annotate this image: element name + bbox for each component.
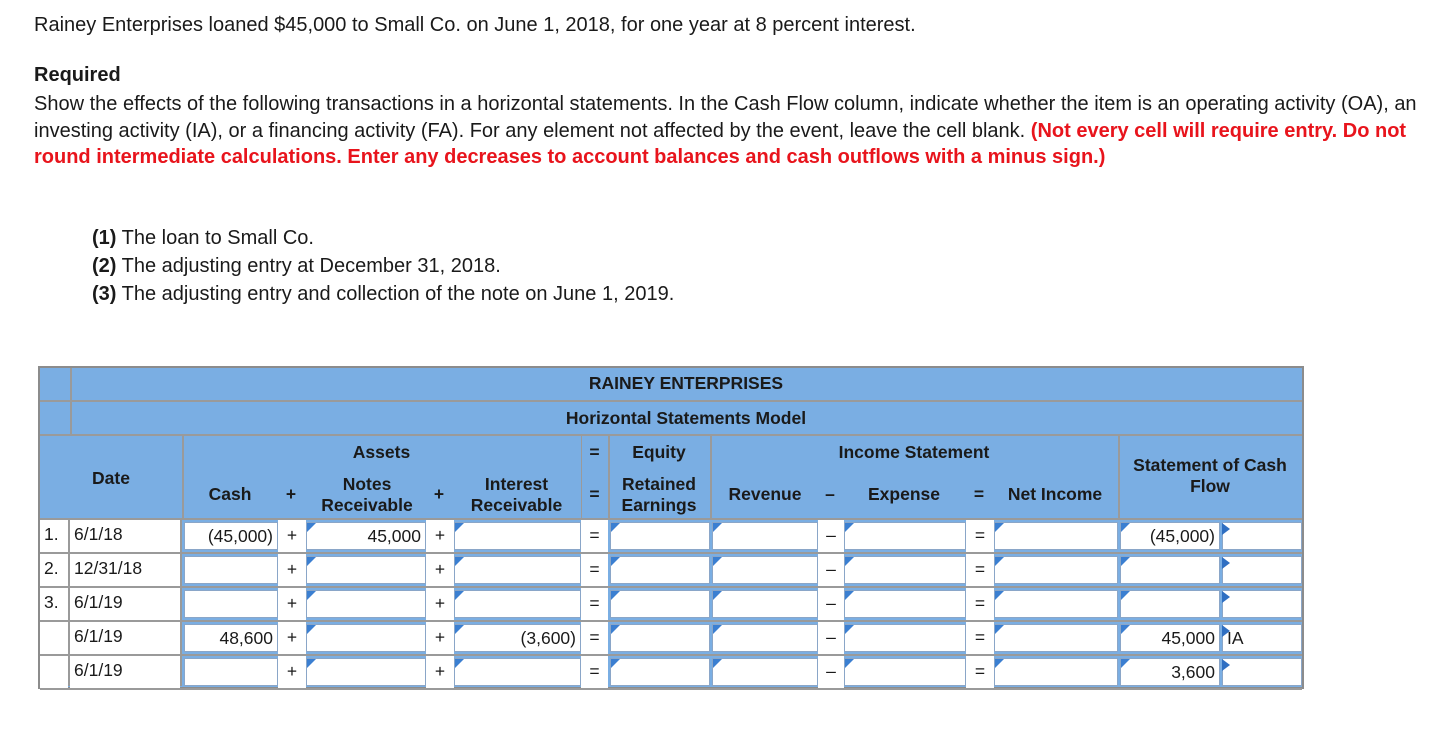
table-gridline <box>68 520 70 686</box>
horizontal-statements-table <box>38 366 1304 689</box>
revenue-input[interactable] <box>712 624 818 652</box>
table-gridline <box>40 552 1302 554</box>
plus-operator: + <box>426 622 454 654</box>
cash-flow-amount-input[interactable]: (45,000) <box>1120 522 1220 550</box>
table-gridline <box>40 654 1302 656</box>
minus-operator: – <box>818 520 844 552</box>
expense-input[interactable] <box>844 658 966 686</box>
group-equity: Equity <box>632 442 686 462</box>
answer-marker-icon <box>1121 591 1130 600</box>
col-revenue: Revenue <box>728 484 802 504</box>
group-equals: = <box>589 442 600 462</box>
table-gridline <box>40 688 1302 690</box>
answer-marker-icon <box>995 523 1004 532</box>
cash-flow-amount-input[interactable]: 3,600 <box>1120 658 1220 686</box>
instructions <box>34 91 1444 171</box>
answer-marker-icon <box>845 591 854 600</box>
row-number: 1. <box>40 520 68 552</box>
answer-marker-icon <box>995 557 1004 566</box>
plus-operator: + <box>426 588 454 620</box>
col-net-income: Net Income <box>1007 484 1103 504</box>
table-gridline <box>710 436 712 518</box>
answer-marker-icon <box>611 625 620 634</box>
table-gridline <box>40 434 1302 436</box>
interest-input[interactable] <box>454 522 581 550</box>
cash-flow-amount-input[interactable] <box>1120 590 1220 618</box>
answer-marker-icon <box>713 591 722 600</box>
cash-flow-amount-input[interactable] <box>1120 556 1220 584</box>
row-date: 6/1/19 <box>70 588 180 620</box>
cash-flow-type-select[interactable] <box>1222 658 1302 686</box>
cash-input[interactable] <box>184 658 278 686</box>
row-date: 12/31/18 <box>70 554 180 586</box>
answer-marker-icon <box>455 659 464 668</box>
dropdown-marker-icon <box>1222 557 1230 569</box>
col-date: Date <box>92 468 130 488</box>
retained-input[interactable] <box>610 658 710 686</box>
table-gridline <box>608 436 610 518</box>
expense-input[interactable] <box>844 624 966 652</box>
retained-input[interactable] <box>610 624 710 652</box>
plus-operator: + <box>278 588 306 620</box>
col-plus: + <box>285 484 297 504</box>
answer-marker-icon <box>307 591 316 600</box>
equals-operator: = <box>966 656 994 688</box>
transaction-item: (3) The adjusting entry and collection of the note on June 1, 2019. <box>92 283 675 305</box>
net-income-input[interactable] <box>994 522 1118 550</box>
table-gridline <box>581 436 582 518</box>
plus-operator: + <box>426 520 454 552</box>
notes-input[interactable] <box>306 658 426 686</box>
revenue-input[interactable] <box>712 658 818 686</box>
cash-input[interactable] <box>184 556 278 584</box>
equals-operator: = <box>581 622 608 654</box>
table-gridline <box>70 368 72 436</box>
col-equals: = <box>973 484 985 504</box>
notes-input[interactable] <box>306 624 426 652</box>
dropdown-marker-icon <box>1222 659 1230 671</box>
transaction-item: (1) The loan to Small Co. <box>92 227 314 249</box>
col-expense: Expense <box>868 484 940 504</box>
equals-operator: = <box>966 554 994 586</box>
table-gridline <box>1118 436 1120 518</box>
equals-operator: = <box>581 554 608 586</box>
answer-marker-icon <box>1121 523 1130 532</box>
retained-input[interactable] <box>610 590 710 618</box>
answer-marker-icon <box>455 523 464 532</box>
answer-marker-icon <box>455 625 464 634</box>
answer-marker-icon <box>713 625 722 634</box>
cash-flow-type-select[interactable] <box>1222 522 1302 550</box>
interest-input[interactable] <box>454 590 581 618</box>
answer-marker-icon <box>611 557 620 566</box>
expense-input[interactable] <box>844 590 966 618</box>
answer-marker-icon <box>1121 625 1130 634</box>
net-income-input[interactable] <box>994 658 1118 686</box>
table-subtitle: Horizontal Statements Model <box>565 408 807 428</box>
transaction-list <box>92 224 674 308</box>
answer-marker-icon <box>307 659 316 668</box>
equals-operator: = <box>966 588 994 620</box>
required-heading: Required <box>34 64 121 86</box>
notes-input[interactable] <box>306 556 426 584</box>
table-gridline <box>40 620 1302 622</box>
problem-intro: Rainey Enterprises loaned $45,000 to Small Co. on June 1, 2018, for one year at 8 percent interest. <box>34 14 916 36</box>
notes-input[interactable] <box>306 590 426 618</box>
minus-operator: – <box>818 554 844 586</box>
instructions-text: Show the effects of the following transactions in a horizontal statements. In the Cash Flow column, indicate whether the item is an operating activity (OA), an investing activity (IA), or a financing activity (FA). For any element not affected by the event, leave the cell blank. <box>34 93 1417 142</box>
group-cash-flow: Statement of Cash Flow <box>1133 455 1287 496</box>
minus-operator: – <box>818 588 844 620</box>
answer-marker-icon <box>995 659 1004 668</box>
answer-marker-icon <box>307 557 316 566</box>
net-income-input[interactable] <box>994 624 1118 652</box>
col-minus: – <box>825 484 835 504</box>
cash-input[interactable]: (45,000) <box>184 522 278 550</box>
answer-marker-icon <box>1121 659 1130 668</box>
answer-marker-icon <box>845 659 854 668</box>
plus-operator: + <box>278 622 306 654</box>
table-gridline <box>182 436 184 518</box>
equals-operator: = <box>581 656 608 688</box>
answer-marker-icon <box>845 523 854 532</box>
revenue-input[interactable] <box>712 590 818 618</box>
col-plus: + <box>433 484 445 504</box>
answer-marker-icon <box>995 625 1004 634</box>
answer-marker-icon <box>1121 557 1130 566</box>
row-date: 6/1/19 <box>70 622 180 654</box>
dropdown-marker-icon <box>1222 523 1230 535</box>
row-number: 3. <box>40 588 68 620</box>
answer-marker-icon <box>455 557 464 566</box>
minus-operator: – <box>818 656 844 688</box>
cash-input[interactable] <box>184 590 278 618</box>
group-income-statement: Income Statement <box>838 442 990 462</box>
answer-marker-icon <box>611 659 620 668</box>
transaction-item: (2) The adjusting entry at December 31, 2018. <box>92 255 501 277</box>
revenue-input[interactable] <box>712 522 818 550</box>
interest-input[interactable]: (3,600) <box>454 624 581 652</box>
plus-operator: + <box>278 520 306 552</box>
equals-operator: = <box>966 622 994 654</box>
group-assets: Assets <box>352 442 411 462</box>
row-number: 2. <box>40 554 68 586</box>
dropdown-marker-icon <box>1222 591 1230 603</box>
plus-operator: + <box>278 656 306 688</box>
minus-operator: – <box>818 622 844 654</box>
plus-operator: + <box>426 554 454 586</box>
row-number <box>40 622 68 654</box>
cash-input[interactable]: 48,600 <box>184 624 278 652</box>
retained-input[interactable] <box>610 522 710 550</box>
col-interest-receivable: Interest Receivable <box>470 474 563 515</box>
equals-operator: = <box>581 588 608 620</box>
answer-marker-icon <box>611 523 620 532</box>
cash-flow-amount-input[interactable]: 45,000 <box>1120 624 1220 652</box>
interest-input[interactable] <box>454 556 581 584</box>
table-gridline <box>40 400 1302 402</box>
answer-marker-icon <box>307 523 316 532</box>
interest-input[interactable] <box>454 658 581 686</box>
col-equals: = <box>589 484 600 504</box>
revenue-input[interactable] <box>712 556 818 584</box>
answer-marker-icon <box>455 591 464 600</box>
equals-operator: = <box>966 520 994 552</box>
row-number <box>40 656 68 688</box>
row-date: 6/1/18 <box>70 520 180 552</box>
answer-marker-icon <box>307 625 316 634</box>
col-cash: Cash <box>208 484 252 504</box>
retained-input[interactable] <box>610 556 710 584</box>
table-gridline <box>40 586 1302 588</box>
table-gridline <box>180 520 182 686</box>
net-income-input[interactable] <box>994 556 1118 584</box>
answer-marker-icon <box>845 557 854 566</box>
answer-marker-icon <box>611 591 620 600</box>
col-retained-earnings: Retained Earnings <box>621 474 697 515</box>
net-income-input[interactable] <box>994 590 1118 618</box>
row-date: 6/1/19 <box>70 656 180 688</box>
col-notes-receivable: Notes Receivable <box>321 474 413 515</box>
instructions-warning: (Not every cell will require entry. Do not round intermediate calculations. Enter any decreases to account balances and cash outflows with a minus sign.) <box>34 119 1407 168</box>
notes-input[interactable]: 45,000 <box>306 522 426 550</box>
answer-marker-icon <box>845 625 854 634</box>
answer-marker-icon <box>713 659 722 668</box>
answer-marker-icon <box>713 523 722 532</box>
cash-flow-type-select[interactable] <box>1222 556 1302 584</box>
answer-marker-icon <box>713 557 722 566</box>
table-title: RAINEY ENTERPRISES <box>588 373 784 393</box>
expense-input[interactable] <box>844 522 966 550</box>
dropdown-marker-icon <box>1222 625 1230 637</box>
answer-marker-icon <box>995 591 1004 600</box>
equals-operator: = <box>581 520 608 552</box>
table-gridline <box>40 518 1302 520</box>
plus-operator: + <box>426 656 454 688</box>
cash-flow-type-select[interactable]: IA <box>1222 624 1302 652</box>
cash-flow-type-select[interactable] <box>1222 590 1302 618</box>
plus-operator: + <box>278 554 306 586</box>
expense-input[interactable] <box>844 556 966 584</box>
